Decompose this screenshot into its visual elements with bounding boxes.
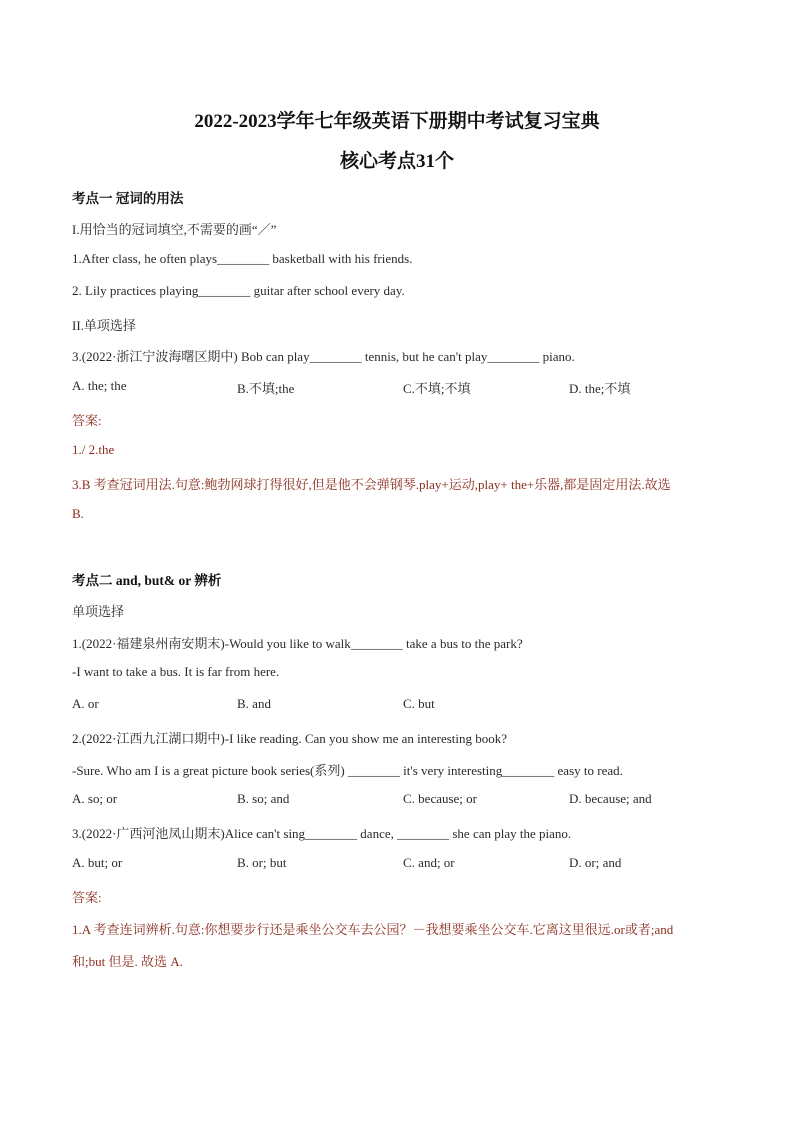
section-1-part-1: I.用恰当的冠词填空,不需要的画“／”	[72, 222, 277, 237]
section-2-question-2-reply: -Sure. Who am I is a great picture book series(系列) ________ it's very interesting________ easy to read.	[72, 763, 623, 778]
section-2-q3-option-a: A. but; or	[72, 855, 123, 870]
section-1-question-1: 1.After class, he often plays________ basketball with his friends.	[72, 251, 413, 266]
section-2-q3-option-c: C. and; or	[403, 855, 455, 870]
section-2-part: 单项选择	[72, 604, 125, 619]
section-1-q3-option-b: B.不填;the	[237, 381, 295, 396]
section-2-question-2: 2.(2022·江西九江湖口期中)-I like reading. Can you show me an interesting book?	[72, 731, 508, 746]
section-1-answer-3-cont: B.	[72, 506, 84, 521]
document-subtitle: 核心考点31个	[339, 151, 454, 172]
section-2-question-1-reply: -I want to take a bus. It is far from here.	[72, 664, 280, 679]
section-1-q3-option-a: A. the; the	[72, 378, 127, 393]
section-1-heading: 考点一 冠词的用法	[72, 191, 184, 206]
section-2-q1-option-b: B. and	[237, 696, 271, 711]
section-2-q2-option-c: C. because; or	[403, 791, 478, 806]
document-title: 2022-2023学年七年级英语下册期中考试复习宝典	[194, 111, 600, 132]
section-2-q2-option-d: D. because; and	[569, 791, 652, 806]
section-1-answer-label: 答案:	[72, 413, 102, 428]
section-2-q2-option-b: B. so; and	[237, 791, 290, 806]
section-2-answer-1: 1.A 考查连词辨析.句意:你想要步行还是乘坐公交车去公园？－我想要乘坐公交车.它离这里很远.or或者;and	[72, 922, 674, 937]
section-1-question-3: 3.(2022·浙江宁波海曙区期中) Bob can play________ tennis, but he can't play________ piano.	[72, 349, 575, 364]
section-2-q3-option-b: B. or; but	[237, 855, 287, 870]
section-1-q3-option-c: C.不填;不填	[403, 381, 471, 396]
section-2-question-3: 3.(2022·广西河池凤山期末)Alice can't sing________ dance, ________ she can play the piano.	[72, 826, 572, 841]
section-2-question-1: 1.(2022·福建泉州南安期末)-Would you like to walk________ take a bus to the park?	[72, 636, 523, 651]
section-2-q3-option-d: D. or; and	[569, 855, 622, 870]
section-1-answer-1: 1./ 2.the	[72, 442, 115, 457]
section-2-heading: 考点二 and, but& or 辨析	[72, 573, 222, 588]
section-2-q2-option-a: A. so; or	[72, 791, 118, 806]
section-2-answer-label: 答案:	[72, 890, 102, 905]
section-1-part-2: II.单项选择	[72, 318, 136, 333]
section-1-q3-option-d: D. the;不填	[569, 381, 631, 396]
section-2-q1-option-a: A. or	[72, 696, 99, 711]
section-1-question-2: 2. Lily practices playing________ guitar after school every day.	[72, 283, 405, 298]
section-2-answer-1-cont: 和;but 但是. 故选 A.	[72, 954, 183, 969]
section-1-answer-3: 3.B 考查冠词用法.句意:鲍勃网球打得很好,但是他不会弹钢琴.play+运动,play+ the+乐器,都是固定用法.故选	[72, 477, 671, 492]
section-2-q1-option-c: C. but	[403, 696, 435, 711]
